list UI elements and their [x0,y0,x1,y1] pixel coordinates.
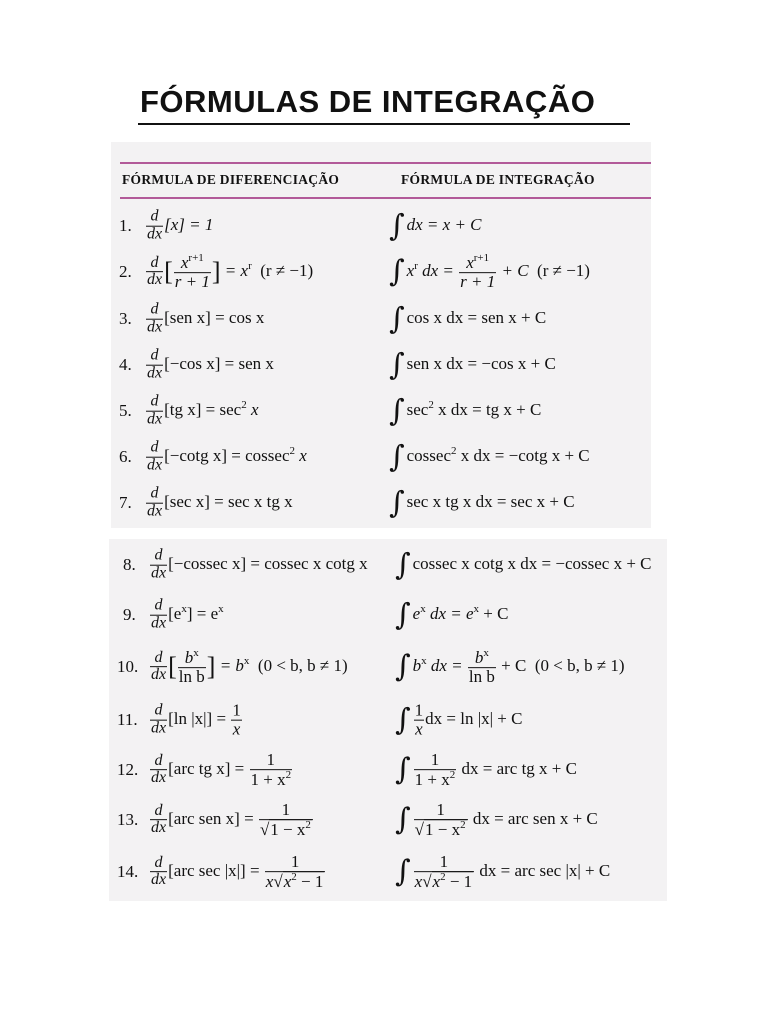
integration-formula: ∫ $\sec^2 x$ dx = tg x + C [389,393,542,429]
header-top-rule [120,162,651,164]
row-number: 1. [119,216,132,235]
formula-row-5 [111,388,651,434]
integral-sign-icon: ∫ [389,393,405,429]
integration-formula: ∫ $x^r$ dx = $\frac{x^{r+1}}{r + 1}$ + C (r ≠ −1) [389,252,590,291]
row-number: 11. [117,710,138,729]
integral-sign-icon: ∫ [389,301,405,337]
formula-row-4 [111,342,651,388]
row-number: 13. [117,810,139,829]
integral-sign-icon: ∫ [395,547,411,583]
formula-row-9 [109,591,667,639]
row-number: 14. [117,862,139,881]
integral-sign-icon: ∫ [395,802,411,838]
formula-row-3 [111,296,651,342]
differentiation-formula: $\frac{d}{dx}$ $[e^x] = e^x$ [151,596,224,632]
formula-row-8 [109,541,667,589]
integral-sign-icon: ∫ [395,597,411,633]
title-underline [138,123,630,125]
page-title: FÓRMULAS DE INTEGRAÇÃO [140,84,596,119]
differentiation-formula: $\frac{d}{dx}$ [sec x] = sec x tg x [147,484,293,520]
formula-row-6 [111,434,651,480]
formula-table-part-2 [109,539,667,901]
row-number: 10. [117,657,139,676]
differentiation-formula: $\frac{d}{dx}$ [−cossec x] = cossec x cotg x [151,546,368,582]
integral-sign-icon: ∫ [389,254,405,290]
integration-formula: ∫ $e^x$ dx = $e^x + C$ [395,597,509,633]
differentiation-formula: $\frac{d}{dx}$ [arc sen x] = $\frac{1}{√1 - x^2}$ [151,800,311,839]
row-number: 8. [123,555,136,574]
integral-sign-icon: ∫ [389,208,405,244]
integration-formula: ∫ $\frac{1}{√1 - x^2}$ dx = arc sen x + C [395,800,598,839]
differentiation-formula: $\frac{d}{dx}$ [ln |x|] = $\frac{1}{x}$ [151,700,241,739]
column-header-integration: FÓRMULA DE INTEGRAÇÃO [401,172,595,187]
formula-row-13 [109,795,667,845]
formula-row-7 [111,480,651,526]
row-number: 5. [119,401,132,420]
integral-sign-icon: ∫ [389,485,405,521]
integral-sign-icon: ∫ [389,439,405,475]
integration-formula: ∫ $\frac{1}{x}$ dx = ln |x| + C [395,700,523,739]
row-number: 2. [119,262,132,281]
integration-formula: ∫ sen x dx = −cos x + C [389,347,556,383]
row-number: 4. [119,355,132,374]
integral-sign-icon: ∫ [395,649,411,685]
header-bottom-rule [120,197,651,199]
formula-row-2 [111,248,651,296]
differentiation-formula: $\frac{d}{dx}$ [ $\frac{x^{r+1}}{r + 1}$ ] = $x^r$ (r ≠ −1) [147,252,314,291]
differentiation-formula: $\frac{d}{dx}$ [−cos x] = sen x [147,346,274,382]
differentiation-formula: $\frac{d}{dx}$ [x] = 1 [147,207,214,243]
differentiation-formula: $\frac{d}{dx}$ [sen x] = cos x [147,300,265,336]
differentiation-formula: $\frac{d}{dx}$ [−cotg x] = cossec$^2$ x [147,438,307,474]
integration-formula: ∫ $\frac{1}{1 + x^2}$ dx = arc tg x + C [395,750,577,789]
integral-sign-icon: ∫ [395,752,411,788]
row-number: 3. [119,309,132,328]
integral-sign-icon: ∫ [395,854,411,890]
differentiation-formula: $\frac{d}{dx}$ [arc tg x] = $\frac{1}{1 + x^2}$ [151,750,292,789]
integral-sign-icon: ∫ [389,347,405,383]
integration-formula: ∫ $\frac{1}{x√x^2 - 1}$ dx = arc sec |x| + C [395,852,611,891]
formula-row-14 [109,845,667,899]
row-number: 9. [123,605,136,624]
column-header-differentiation: FÓRMULA DE DIFERENCIAÇÃO [122,172,340,187]
row-number: 12. [117,760,139,779]
integration-formula: ∫ cossec$^2$ x dx = −cotg x + C [389,439,590,475]
formula-row-10 [109,641,667,693]
formula-table-part-1 [111,142,651,528]
integration-formula: ∫ dx = x + C [389,208,482,244]
integral-sign-icon: ∫ [395,702,411,738]
integration-formula: ∫ sec x tg x dx = sec x + C [389,485,575,521]
integration-formula: ∫ cossec x cotg x dx = −cossec x + C [395,547,652,583]
formula-row-1 [111,204,651,248]
formula-row-11 [109,695,667,745]
integration-formula: ∫ cos x dx = sen x + C [389,301,547,337]
row-number: 7. [119,493,132,512]
differentiation-formula: $\frac{d}{dx}$ [tg $x] = \sec^2 x$ [147,392,259,428]
row-number: 6. [119,447,132,466]
integration-formula: ∫ $b^x$ dx = $\frac{b^x}{\text{ln b}}$ + C (0 < b, b ≠ 1) [395,647,625,686]
differentiation-formula: $\frac{d}{dx}$ [arc sec |x|] = $\frac{1}{x√x^2 - 1}$ [151,852,324,891]
formula-row-12 [109,745,667,795]
differentiation-formula: $\frac{d}{dx}$ [ $\frac{b^x}{\text{ln b}}$ ] = $b^x$ (0 < b, b ≠ 1) [151,647,348,686]
